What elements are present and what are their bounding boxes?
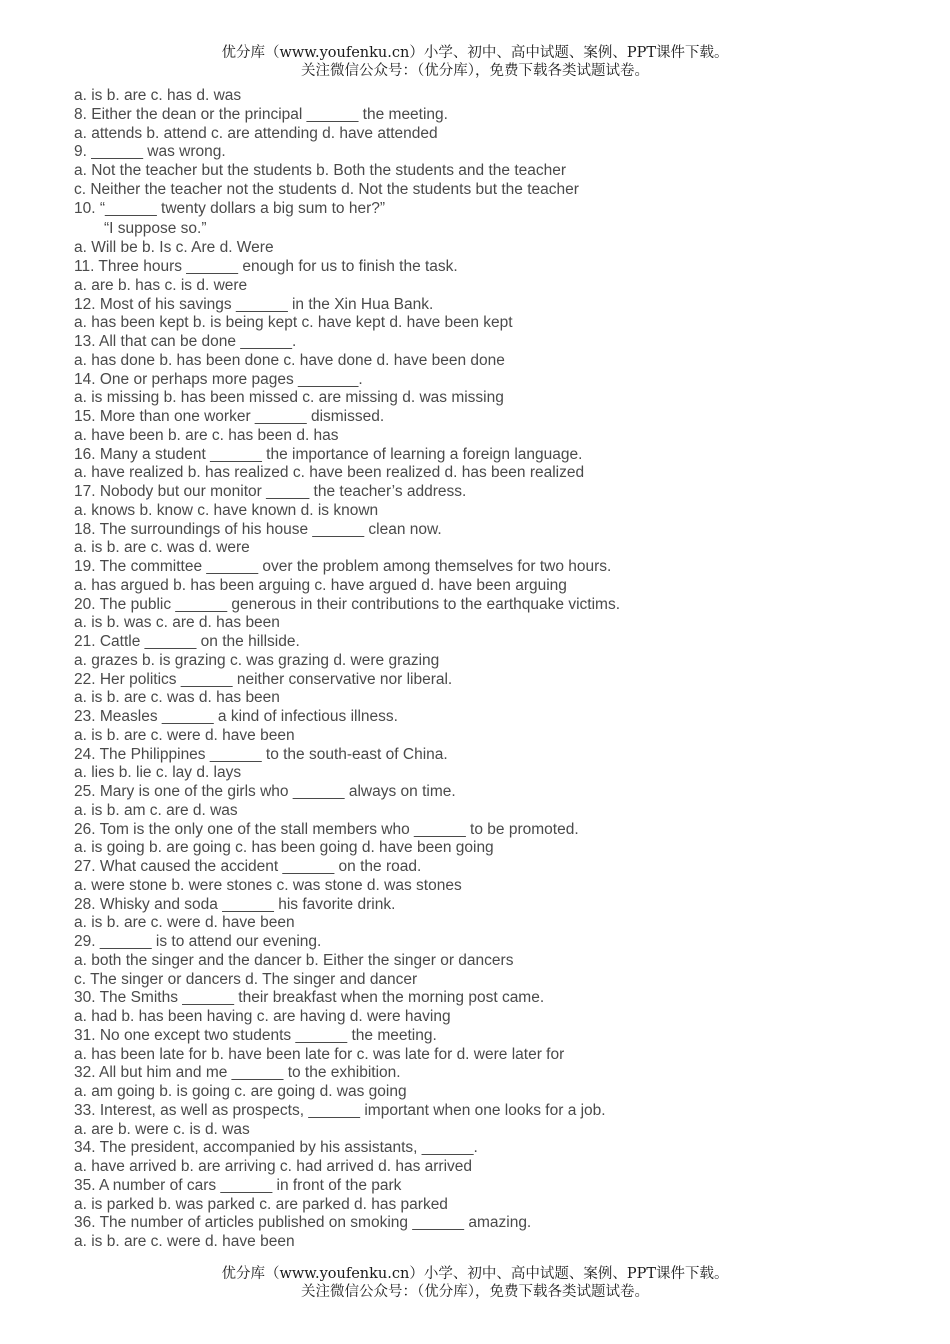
question-line: a. have arrived b. are arriving c. had arrived d. has arrived: [74, 1158, 473, 1175]
question-line: 12. Most of his savings ______ in the Xin Hua Bank.: [74, 295, 434, 313]
question-line: a. has done b. has been done c. have done d. have been done: [74, 351, 505, 369]
question-line: a. knows b. know c. have known d. is known: [74, 501, 379, 519]
question-line: a. have been b. are c. has been d. has: [74, 426, 339, 444]
exercise-body: [74, 87, 894, 1252]
question-line: 24. The Philippines ______ to the south-east of China.: [74, 745, 448, 763]
question-line: 17. Nobody but our monitor _____ the teacher’s address.: [74, 483, 467, 500]
question-line: 19. The committee ______ over the problem among themselves for two hours.: [74, 558, 612, 575]
question-line: 29. ______ is to attend our evening.: [74, 933, 322, 950]
header-line-1: 优分库（www.youfenku.cn）小学、初中、高中试题、案例、PPT课件下载。: [221, 45, 729, 61]
question-line: 10. “______ twenty dollars a big sum to her?”: [74, 199, 386, 217]
question-line: “I suppose so.”: [104, 220, 207, 238]
question-line: 30. The Smiths ______ their breakfast when the morning post came.: [74, 989, 545, 1007]
question-line: 11. Three hours ______ enough for us to finish the task.: [74, 258, 458, 275]
question-line: a. both the singer and the dancer b. Either the singer or dancers: [74, 951, 514, 969]
question-line: a. is going b. are going c. has been going d. have been going: [74, 839, 494, 857]
question-line: a. is b. are c. were d. have been: [74, 914, 295, 932]
question-line: a. is b. are c. has d. was: [74, 87, 242, 104]
header-line-2: 关注微信公众号：（优分库），免费下载各类试题试卷。: [301, 63, 649, 79]
question-line: 26. Tom is the only one of the stall members who ______ to be promoted.: [74, 820, 579, 838]
question-line: a. Will be b. Is c. Are d. Were: [74, 239, 274, 257]
question-line: 28. Whisky and soda ______ his favorite drink.: [74, 895, 396, 913]
question-line: 20. The public ______ generous in their contributions to the earthquake victims.: [74, 595, 620, 613]
question-line: 23. Measles ______ a kind of infectious illness.: [74, 708, 398, 725]
question-line: 33. Interest, as well as prospects, ______ important when one looks for a job.: [74, 1101, 606, 1119]
question-line: 14. One or perhaps more pages _______.: [74, 370, 363, 388]
footer-line-2: 关注微信公众号：（优分库），免费下载各类试题试卷。: [301, 1284, 649, 1300]
question-line: a. is b. am c. are d. was: [74, 801, 238, 819]
question-line: 13. All that can be done ______.: [74, 333, 297, 350]
question-line: a. is parked b. was parked c. are parked d. has parked: [74, 1195, 448, 1213]
page-footer: [0, 1265, 950, 1301]
question-line: 31. No one except two students ______ the meeting.: [74, 1026, 437, 1044]
question-line: a. were stone b. were stones c. was stone d. was stones: [74, 876, 462, 894]
question-line: 15. More than one worker ______ dismissed.: [74, 408, 385, 425]
question-line: a. are b. has c. is d. were: [74, 276, 248, 294]
question-line: a. is b. are c. were d. have been: [74, 726, 295, 744]
question-line: a. is b. are c. were d. have been: [74, 1233, 295, 1250]
page-header: [0, 44, 950, 80]
question-line: a. is missing b. has been missed c. are missing d. was missing: [74, 389, 504, 407]
question-line: a. has been late for b. have been late for c. was late for d. were later for: [74, 1045, 565, 1063]
question-line: a. have realized b. has realized c. have been realized d. has been realized: [74, 464, 585, 482]
question-line: a. is b. are c. was d. were: [74, 539, 250, 557]
question-line: a. had b. has been having c. are having d. were having: [74, 1008, 451, 1025]
question-line: a. are b. were c. is d. was: [74, 1120, 250, 1138]
question-line: a. Not the teacher but the students b. Both the students and the teacher: [74, 162, 567, 179]
footer-line-1: 优分库（www.youfenku.cn）小学、初中、高中试题、案例、PPT课件下载。: [221, 1266, 729, 1282]
question-line: 22. Her politics ______ neither conservative nor liberal.: [74, 670, 453, 688]
question-line: a. is b. are c. was d. has been: [74, 689, 280, 707]
question-line: c. Neither the teacher not the students d. Not the students but the teacher: [74, 180, 579, 198]
question-line: a. is b. was c. are d. has been: [74, 614, 280, 632]
question-line: 34. The president, accompanied by his assistants, ______.: [74, 1139, 478, 1157]
question-line: 25. Mary is one of the girls who ______ always on time.: [74, 783, 456, 800]
question-line: 35. A number of cars ______ in front of the park: [74, 1176, 402, 1194]
question-line: 32. All but him and me ______ to the exhibition.: [74, 1064, 401, 1082]
question-line: a. lies b. lie c. lay d. lays: [74, 764, 242, 782]
question-line: 8. Either the dean or the principal ______ the meeting.: [74, 105, 448, 123]
question-line: a. am going b. is going c. are going d. was going: [74, 1083, 407, 1100]
question-line: 36. The number of articles published on smoking ______ amazing.: [74, 1214, 532, 1232]
question-line: 27. What caused the accident ______ on the road.: [74, 858, 422, 875]
question-line: a. attends b. attend c. are attending d. have attended: [74, 124, 438, 142]
question-line: 21. Cattle ______ on the hillside.: [74, 633, 300, 650]
question-line: 16. Many a student ______ the importance of learning a foreign language.: [74, 445, 583, 463]
question-line: 9. ______ was wrong.: [74, 143, 226, 161]
question-line: a. has been kept b. is being kept c. have kept d. have been kept: [74, 314, 513, 332]
question-line: 18. The surroundings of his house ______ clean now.: [74, 520, 442, 538]
question-line: c. The singer or dancers d. The singer and dancer: [74, 970, 418, 988]
question-line: a. grazes b. is grazing c. was grazing d. were grazing: [74, 651, 440, 669]
question-line: a. has argued b. has been arguing c. have argued d. have been arguing: [74, 576, 567, 594]
